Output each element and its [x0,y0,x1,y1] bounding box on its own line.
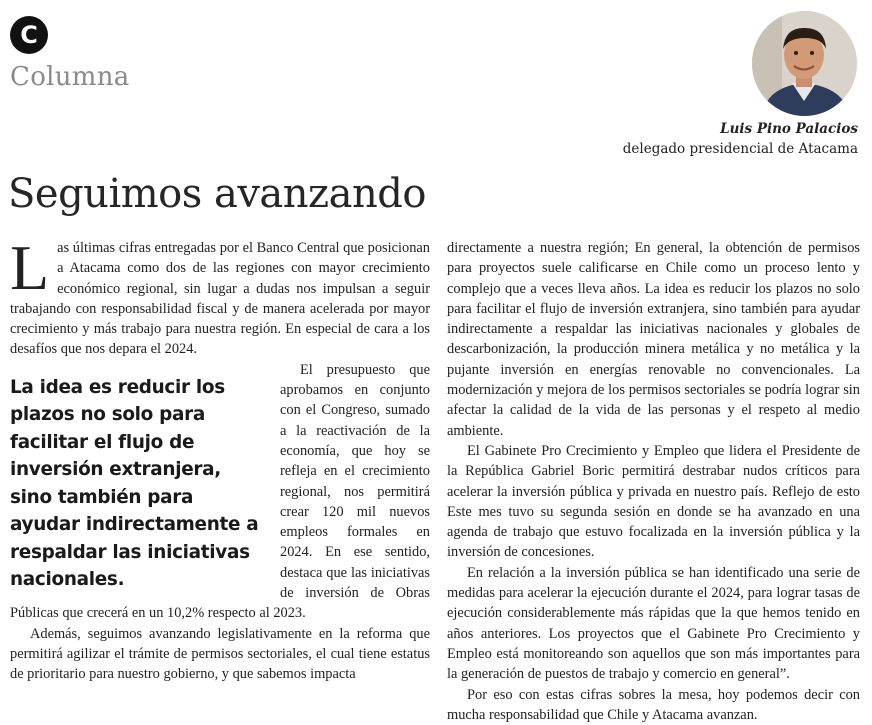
paragraph-intro-text: as últimas cifras entregadas por el Banco Central que posicionan a Atacama como dos de las regiones con mayor crecimiento económico regional, sin lugar a dudas nos impulsan a seguir trabajando con responsabilidad fiscal y de manera acelerada por mayor crecimiento y más trabajo para nuestra región. En especial de cara a los desafíos que nos depara el 2024. [10,240,430,358]
paragraph-closing: Por eso con estas cifras sobres la mesa, hoy podemos decir con mucha responsabilidad que Chile y Atacama avanzan. [447,686,860,723]
drop-cap: L [10,232,50,303]
article-column-right [447,238,860,725]
article-column-left [10,232,430,685]
column-logo-icon [10,16,48,54]
author-photo [752,11,857,116]
paragraph-reform: Además, seguimos avanzando legislativamente en la reforma que permitirá agilizar el trámite de permisos sectoriales, el cual tiene estatus de prioritario para nuestro gobierno, y que sabemos impacta [10,625,430,683]
article-headline: Seguimos avanzando [8,171,426,217]
author-portrait-icon [752,11,857,116]
paragraph-investment: En relación a la inversión pública se han identificado una serie de medidas para acelerar la ejecución durante el 2024, para lograr tasas de ejecución considerablemente más rápidas que la que hemos tenido en años anteriores. Los proyectos que el Gabinete Pro Crecimiento y Empleo está monitoreando son aquellos que son más importantes para la generación de puestos de trabajo y comercio en general”. [447,564,860,683]
section-label: Columna [10,62,130,92]
paragraph-budget: El presupuesto que aprobamos en conjunto con el Congreso, sumado a la reactivación de la economía, que hoy se refleja en el crecimiento regional, nos permitirá crear 120 mil nuevos empleos formales en 2024. En ese sentido, destaca que las iniciativas de inversión de Obras Públicas que crecerá en un 10,2% respecto al 2023. [10,361,430,622]
paragraph-reform-continued: directamente a nuestra región; En general, la obtención de permisos para proyectos suele calificarse en Chile como un proceso lento y complejo que a veces lleva años. La idea es reducir los plazos no solo para facilitar el flujo de inversión extranjera, sino también para ayudar indirectamente a respaldar las iniciativas nacionales y globales de descarbonización, la producción minera metálica y no metálica y la pujante inversión en energías renovable no convencionales. La modernización y mejora de los permisos sectoriales se podría lograr sin afectar la calidad de la vida de las personas y el respeto al medio ambiente. [447,240,860,439]
paragraph-cabinet: El Gabinete Pro Crecimiento y Empleo que lidera el Presidente de la República Gabriel Boric permitirá destrabar nudos críticos para acelerar la inversión pública y privada en nuestro país. Reflejo de esto Este mes tuvo su segunda sesión en donde se ha avanzado en una agenda de trabajo que estuvo focalizada en la inversión pública y la inversión de concesiones. [447,442,860,561]
author-name: Luis Pino Palacios [720,121,858,137]
paragraph-intro [10,232,430,360]
pull-quote: La idea es reducir los plazos no solo para facilitar el flujo de inversión extranjera, sino también para ayudar indirectamente a respaldar las iniciativas nacionales. [10,376,259,591]
logo-letter: C [20,21,38,49]
author-role: delegado presidencial de Atacama [622,141,858,157]
